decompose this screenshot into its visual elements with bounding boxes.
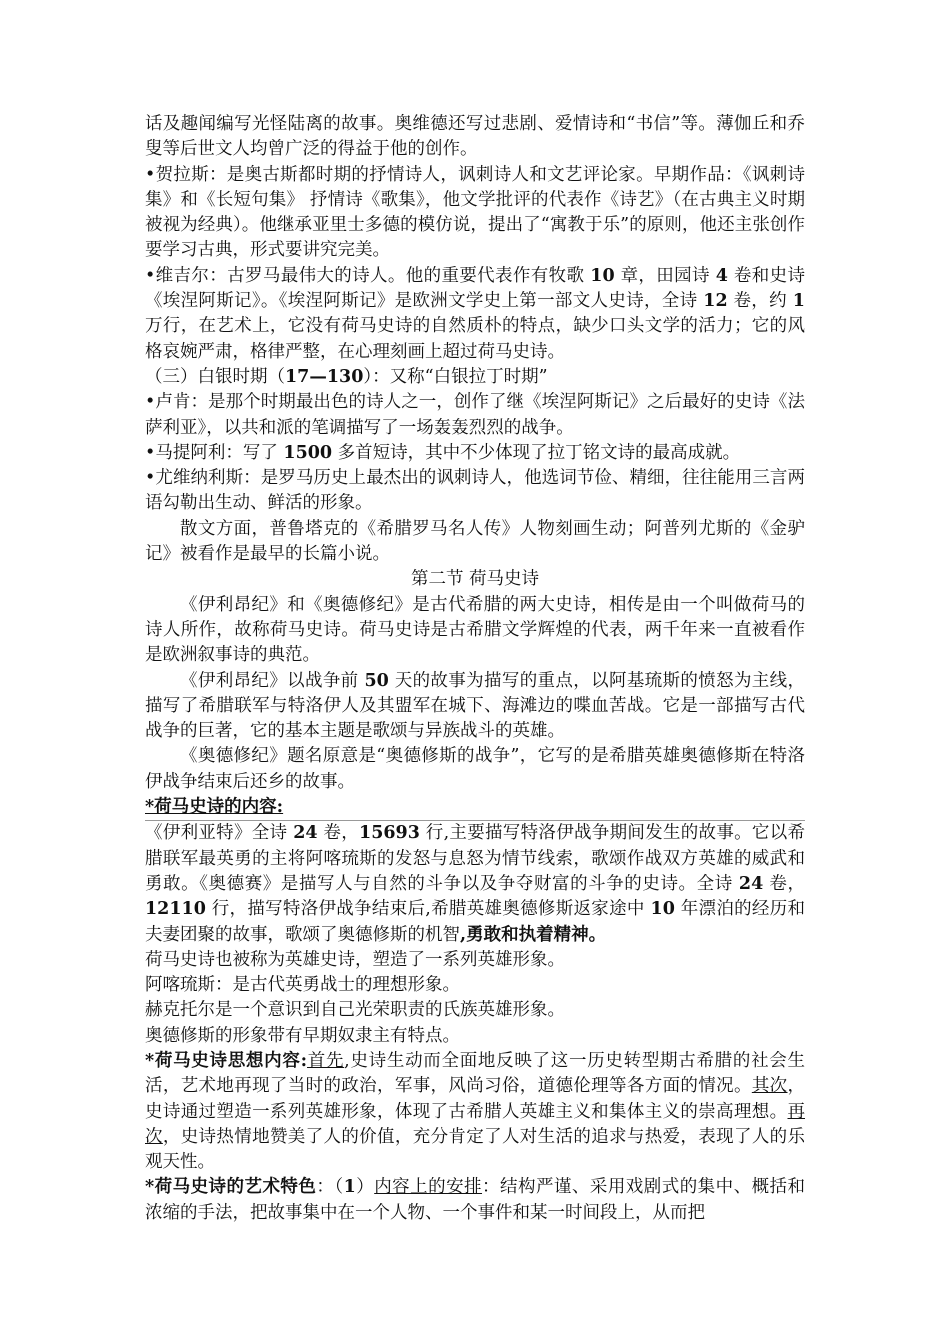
number: 12110 xyxy=(145,899,206,920)
number: 12 xyxy=(703,291,728,312)
text: ,史诗生动而全面地反映了这一历史转型期古希腊的社会生活，艺术地再现了当时的政治，军事，风尚习俗，道德伦理等各方面的情况。 xyxy=(145,1050,806,1097)
heading-silver-age xyxy=(145,365,805,390)
paragraph-martial xyxy=(145,441,805,466)
number: 10 xyxy=(650,899,675,920)
heading-content xyxy=(145,795,805,820)
text: 《伊利亚特》全诗 xyxy=(145,823,294,844)
keyword: 内容上的安排 xyxy=(374,1177,483,1198)
text: ：（ xyxy=(316,1177,344,1198)
paragraph-odysseus: 奥德修斯的形象带有早期奴隶主有特点。 xyxy=(145,1025,460,1046)
text: 多首短诗，其中不少体现了拉丁铭文诗的最高成就。 xyxy=(332,442,741,463)
number: 24 xyxy=(293,823,318,844)
paragraph-achilles: 阿喀琉斯：是古代英勇战士的理想形象。 xyxy=(145,975,460,996)
text: 卷， xyxy=(763,873,805,894)
text: ,勇敢和执着精神。 xyxy=(460,924,607,945)
number: 15693 xyxy=(359,823,420,844)
paragraph-thought-content xyxy=(145,1049,805,1175)
paragraph-ovid-continued: 话及趣闻编写光怪陆离的故事。奥维德还写过悲剧、爱情诗和“书信”等。薄伽丘和乔叟等后世文人均曾广泛的得益于他的创作。 xyxy=(145,114,805,160)
keyword: 再次 xyxy=(145,1101,805,1147)
text: ） xyxy=(355,1177,375,1198)
text: 行，描写特洛伊战争结束后,希腊英雄奥德修斯返家途中 xyxy=(205,899,651,920)
section-title: 第二节 荷马史诗 xyxy=(410,569,540,590)
heading-text: *荷马史诗的内容: xyxy=(145,797,284,818)
heading-text: *荷马史诗的艺术特色 xyxy=(145,1177,317,1198)
paragraph-lucan: •卢肯：是那个时期最出色的诗人之一，创作了继《埃涅阿斯记》之后最好的史诗《法萨利亚》，以共和派的笔调描写了一场轰轰烈烈的战争。 xyxy=(145,392,805,438)
text: 天的故事为描写的重点，以阿基琉斯的愤怒为主线，描写了希腊联军与特洛伊人及其盟军在城下、海滩边的喋血苦战。它是一部描写古代战争的巨著，它的基本主题是歌颂与异族战斗的英雄。 xyxy=(145,670,806,742)
text: 卷，约 xyxy=(727,291,793,312)
text: ，史诗通过塑造一系列英雄形象，体现了古希腊人英雄主义和集体主义的崇高理想。 xyxy=(145,1076,806,1122)
paragraph-prose: 散文方面，普鲁塔克的《希腊罗马名人传》人物刻画生动；阿普列尤斯的《金驴记》被看作是最早的长篇小说。 xyxy=(145,518,805,565)
number: 24 xyxy=(738,873,764,894)
text: 《伊利昂纪》以战争前 xyxy=(180,670,365,691)
text: •马提阿利：写了 xyxy=(145,442,284,463)
paragraph-horace: •贺拉斯：是奥古斯都时期的抒情诗人，讽刺诗人和文艺评论家。早期作品：《讽刺诗集》和《长短句集》 抒情诗《歌集》，他文学批评的代表作《诗艺》（在古典主义时期被视为经典）。他继承亚里士多德的模仿说，提出了“寓教于乐”的原则，他还主张创作要学习古典，形式要讲究完美。 xyxy=(145,164,805,261)
paragraph-heroic-epic: 荷马史诗也被称为英雄史诗，塑造了一系列英雄形象。 xyxy=(145,949,565,970)
keyword: 其次 xyxy=(751,1076,788,1097)
keyword: 首先 xyxy=(307,1050,345,1071)
content-box xyxy=(145,820,805,1049)
document-page xyxy=(145,112,805,1226)
heading-text: *荷马史诗思想内容 xyxy=(145,1050,301,1071)
text: （三）白银时期（ xyxy=(145,366,285,387)
number: 17—130 xyxy=(285,366,364,387)
text: 行,主要描写特洛伊战争期间发生的故事。它以希腊联军最英勇的主将阿喀琉斯的发怒与息怒为情节线索，歌颂作战双方英雄的威武和勇敢。《奥德赛》是描写人与自然的斗争以及争夺财富的斗争的史诗。全诗 xyxy=(145,823,806,894)
text: 卷和史诗《埃涅阿斯记》。《埃涅阿斯记》是欧洲文学史上第一部文人史诗，全诗 xyxy=(145,265,805,312)
paragraph-hector: 赫克托尔是一个意识到自己光荣职责的氏族英雄形象。 xyxy=(145,1000,565,1021)
text: 卷， xyxy=(317,823,360,844)
text: : xyxy=(300,1050,308,1071)
text: 章，田园诗 xyxy=(614,265,716,286)
text: ，史诗热情地赞美了人的价值，充分肯定了人对生活的追求与热爱，表现了人的乐观天性。 xyxy=(145,1126,806,1173)
number: 1500 xyxy=(283,442,333,463)
number: 10 xyxy=(590,265,615,286)
paragraph-iliad-odyssey-content xyxy=(145,821,805,947)
number: 1 xyxy=(343,1177,356,1198)
number: 4 xyxy=(715,265,728,286)
paragraph-juvenal: •尤维纳利斯：是罗马历史上最杰出的讽刺诗人，他选词节俭、精细，往往能用三言两语勾勒出生动、鲜活的形象。 xyxy=(145,468,805,514)
text: 年漂泊的经历和夫妻团聚的故事，歌颂了奥德修斯的机智 xyxy=(145,899,806,945)
paragraph-art-features xyxy=(145,1175,805,1226)
number: 1 xyxy=(792,291,805,312)
text: 万行，在艺术上，它没有荷马史诗的自然质朴的特点，缺少口头文学的活力；它的风格哀婉严肃，格律严整，在心理刻画上超过荷马史诗。 xyxy=(145,316,805,362)
paragraph-homer-intro: 《伊利昂纪》和《奥德修纪》是古代希腊的两大史诗，相传是由一个叫做荷马的诗人所作，故称荷马史诗。荷马史诗是古希腊文学辉煌的代表，两千年来一直被看作是欧洲叙事诗的典范。 xyxy=(145,594,805,666)
paragraph-iliad xyxy=(145,669,805,745)
text: ：结构严谨、采用戏剧式的集中、概括和浓缩的手法，把故事集中在一个人物、一个事件和某一时间段上，从而把 xyxy=(145,1177,806,1223)
text: •维吉尔：古罗马最伟大的诗人。他的重要代表作有牧歌 xyxy=(145,265,591,286)
paragraph-virgil xyxy=(145,264,805,365)
text: ）：又称“白银拉丁时期” xyxy=(363,366,548,387)
paragraph-odyssey: 《奥德修纪》题名原意是“奥德修斯的战争”，它写的是希腊英雄奥德修斯在特洛伊战争结束后还乡的故事。 xyxy=(145,746,805,792)
number: 50 xyxy=(364,670,389,691)
